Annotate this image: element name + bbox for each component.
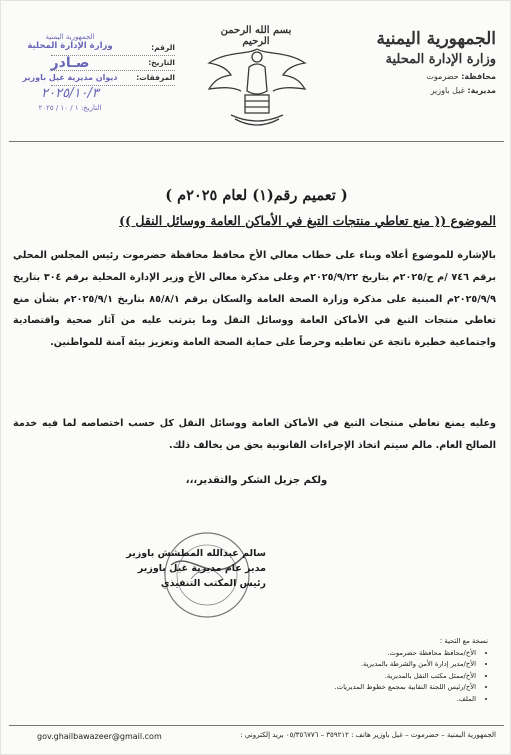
stamp-number: ٢٠٢٥/١٠/٣ — [41, 86, 99, 101]
stamp-issued: صـادر — [50, 55, 90, 71]
stamp-line2: وزارة الإدارة المحلية — [27, 41, 113, 51]
footer-address: الجمهورية اليمنية – حضرموت – غيل باوزير هاتف : ٣٥٩٢١٢ – ٠٥/٣٥٦٧٧٦ بريد إلكتروني : — [240, 731, 496, 739]
basmala-motto: بسم الله الرحمن الرحيم — [220, 25, 292, 47]
cc-item: • الملف. — [208, 694, 476, 706]
body-paragraph-1: بالإشارة للموضوع أعلاه وبناء على خطاب معالي الأخ محافظ محافظة حضرموت رئيس المجلس المحلي برقم ٧٤٦ /م ح/٢٠٢٥م بتاريخ ٢٠٢٥/٩/٢٢م وعلى مذكرة معالي الأخ وزير الإدارة المحلية برقم ٣٠٤ بتاريخ ٢٠٢٥/٩/٩م المبنية على مذكرة وزارة الصحة العامة والسكان برقم ٨٥/٨/١ بتاريخ ٢٠٢٥/٩/١م بشأن منع تعاطي منتجات التبغ في الأماكن العامة ووسائل النقل وما يترتب عليه من آثار صحية واقتصادية واجتماعية خطيرة ناتجة عن تعاطيه وحرصاً على حماية الصحة العامة وتعزيز بيئة آمنة للمواطنين. — [13, 250, 497, 349]
closing-line: ولكم جزيل الشكر والتقدير،،، — [185, 475, 328, 486]
signature-block — [86, 546, 266, 591]
cc-item: • الأخ/مدير إدارة الأمن والشرطة بالمديرية. — [208, 659, 476, 671]
governorate-value: حضرموت — [426, 72, 459, 81]
governorate-label: محافظة: — [461, 72, 496, 81]
header-divider — [9, 141, 504, 142]
cc-list — [208, 648, 488, 706]
stamp-date: التاريخ: ١ / ١٠ / ٢٠٢٥ — [38, 104, 102, 112]
eagle-emblem-icon — [187, 27, 327, 132]
cc-list-block — [208, 636, 488, 705]
stamp-line1: الجمهورية اليمنية — [45, 33, 95, 41]
body-paragraph-2: وعليه يمنع تعاطي منتجات التبغ في الأماكن العامة ووسائل النقل كل حسب اختصاصه لما فيه خدمة الصالح العام. مالم سيتم اتخاذ الإجراءات القانونية بحق من يخالف ذلك. — [13, 418, 496, 451]
ministry-title: وزارة الإدارة المحلية — [385, 52, 496, 67]
cc-item: • الأخ/رئيس اللجنة النقابية بمجمع خطوط المديريات. — [208, 682, 476, 694]
directorate-value: غيل باوزير — [430, 86, 465, 95]
subject-line: الموضوع (( منع تعاطي منتجات التبغ في الأماكن العامة ووسائل النقل )) — [119, 213, 496, 228]
ref-number-label: الرقم: — [151, 43, 175, 52]
stamp-office: ديوان مديرية غيل باوزير — [22, 73, 118, 82]
issued-stamp — [5, 29, 135, 113]
footer-divider — [9, 725, 504, 726]
cc-heading: نسخة مع التحية : — [439, 637, 488, 645]
signer-name: سالم عبدالله المطشش باوزير — [126, 548, 266, 559]
signer-title: مدير عام مديرية غيل باوزير — [137, 563, 266, 574]
footer-email: gov.ghailbawazeer@gmail.com — [37, 732, 162, 741]
ref-date-label: التاريخ: — [148, 58, 175, 67]
governorate-row — [346, 72, 496, 81]
directorate-label: مديرية: — [467, 86, 496, 95]
cc-item: • الأخ/محافظ محافظة حضرموت. — [208, 648, 476, 660]
header-right-block — [346, 29, 496, 95]
signer-role: رئيس المكتب التنفيذي — [160, 578, 266, 589]
ref-attachments-label: المرفقات: — [136, 73, 175, 82]
republic-title: الجمهورية اليمنية — [376, 29, 496, 49]
circular-title: ( تعميم رقم(١) لعام ٢٠٢٥م ) — [165, 187, 348, 204]
cc-item: • الأخ/ممثل مكتب النقل بالمديرية. — [208, 671, 476, 683]
directorate-row — [346, 86, 496, 95]
